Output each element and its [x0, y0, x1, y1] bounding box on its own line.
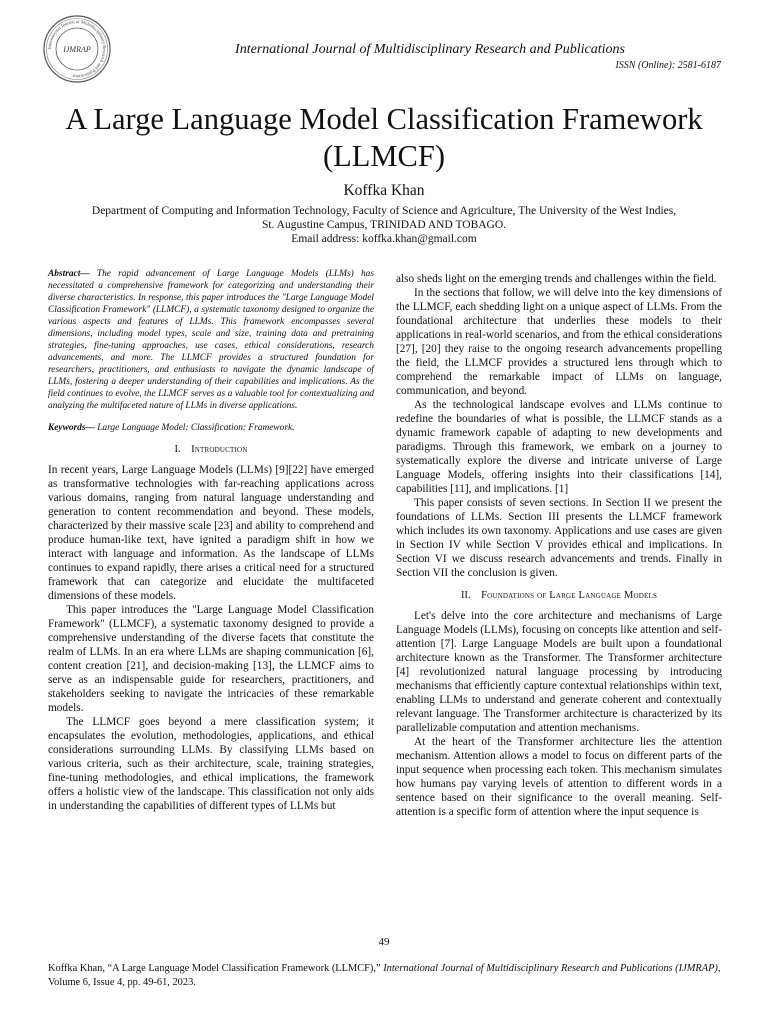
author-affiliation: [30, 204, 738, 246]
section-number: II.: [460, 590, 471, 601]
section-heading-foundations: [396, 589, 722, 603]
keywords: [48, 422, 374, 434]
affiliation-line-1: Department of Computing and Information Technology, Faculty of Science and Agriculture, The University of the West Indies,: [91, 205, 677, 217]
affiliation-line-2: St. Augustine Campus, TRINIDAD AND TOBAGO.: [261, 219, 507, 231]
keywords-text: Large Language Model: Classification: Framework.: [97, 423, 295, 433]
author-email: Email address: koffka.khan@gmail.com: [291, 233, 477, 245]
citation-footer: [48, 962, 728, 990]
journal-name: International Journal of Multidisciplinary Research and Publications: [235, 42, 625, 57]
abstract-text: The rapid advancement of Large Language Models (LLMs) has necessitated a comprehensive framework for categorizing and understanding their diverse characteristics. In response, this paper introduces the "Large Language Model Classification Framework" (LLMCF), a systematic taxonomy designed to organize the various aspects and features of LLMs. This framework encompasses several dimensions, including model types, scale and size, training data and pretraining strategies, fine-tuning approaches, use cases, ethical considerations, research advancements, and more. The LLMCF provides a structured foundation for researchers, practitioners, and enthusiasts to navigate the dynamic landscape of LLMs, fostering a deeper understanding of their capabilities and implications. As the field continues to evolve, the LLMCF serves as a valuable tool for contextualizing and analyzing the multifaceted nature of LLMs in diverse applications.: [48, 269, 374, 411]
body-paragraph: In the sections that follow, we will delve into the key dimensions of the LLMCF, each shedding light on a unique aspect of LLMs. From the foundational architecture that underlies these models to their applications in real-world scenarios, and from the ethical considerations [27], [20] they raise to the ongoing research advancements propelling the field, the LLMCF provides a structured lens through which to comprehend the remarkable impact of LLMs on language, communication, and beyond.: [396, 287, 722, 397]
logo-text: IJMRAP: [63, 45, 91, 54]
abstract-label: Abstract—: [48, 269, 90, 279]
citation-journal: International Journal of Multidisciplinary Research and Publications (IJMRAP): [383, 963, 718, 974]
body-paragraph: As the technological landscape evolves and LLMs continue to redefine the boundaries of what is possible, the LLMCF stands as a dynamic framework capable of adapting to new developments and paradigms. Through this framework, we embark on a journey to systematically explore the diverse and intricate universe of Large Language Models, offering insights into their classifications [14], capabilities [11], and implications. [1]: [396, 399, 722, 495]
logo-ring-text: International Journal of Multidisciplinary Research and Publications: [46, 18, 108, 80]
left-column: [48, 268, 374, 813]
body-paragraph: This paper introduces the "Large Language Model Classification Framework" (LLMCF), a systematic taxonomy designed to provide a comprehensive understanding of the diverse facets that constitute the realm of LLMs. In an era where LLMs are shaping communication [6], content creation [21], and decision-making [13], the LLMCF aims to serve as an indispensable guide for researchers, practitioners, and stakeholders seeking to navigate the intricacies of these remarkable models.: [48, 604, 374, 714]
paper-title: A Large Language Model Classification Framework (LLMCF): [65, 102, 703, 173]
right-column: [396, 272, 722, 819]
section-heading-introduction: [48, 443, 374, 457]
issn: ISSN (Online): 2581-6187: [615, 60, 721, 71]
section-number: I.: [174, 444, 181, 455]
journal-logo: [42, 14, 112, 84]
body-paragraph: At the heart of the Transformer architecture lies the attention mechanism. Attention allows a model to focus on different parts of the input sequence when processing each token. This mechanism simulates how humans pay varying levels of attention to different words in a sentence based on their significance to the overall meaning. Self-attention is a specific form of attention where the input sequence is: [396, 736, 722, 818]
citation-authors-title: Koffka Khan, “A Large Language Model Classification Framework (LLMCF),”: [48, 963, 381, 974]
keywords-label: Keywords—: [48, 423, 95, 433]
section-title: Introduction: [191, 444, 248, 455]
body-paragraph: In recent years, Large Language Models (LLMs) [9][22] have emerged as transformative technologies with far-reaching applications across various domains, ranging from natural language understanding and generation to content recommendation and beyond. These models, characterized by their massive scale [23] and ability to comprehend and produce human-like text, have ignited a paradigm shift in how we interact with language and information. As the landscape of LLMs continues to expand rapidly, there arises a critical need for a structured framework that can categorize and elucidate the multifaceted dimensions of these models.: [48, 464, 374, 602]
author-name: Koffka Khan: [343, 182, 425, 199]
body-paragraph: This paper consists of seven sections. In Section II we present the foundations of LLMs. Section III presents the LLMCF framework which includes its own taxonomy. Applications and use cases are given in Section IV while Section V provides ethical and implications. In Section VI we discuss research advancements and trends. Finally in Section VII the conclusion is given.: [396, 497, 722, 579]
body-paragraph: The LLMCF goes beyond a mere classification system; it encapsulates the evolution, methodologies, applications, and ethical considerations surrounding LLMs. By classifying LLMs based on various criteria, such as their architecture, scale, training strategies, fine-tuning methodologies, and ethical implications, the framework offers a holistic view of the landscape. This classification not only aids in understanding the capabilities of different types of LLMs but: [48, 716, 374, 812]
citation-volume: , Volume 6, Issue 4, pp. 49-61, 2023.: [48, 963, 721, 988]
body-paragraph: Let's delve into the core architecture and mechanisms of Large Language Models (LLMs), focusing on concepts like attention and self-attention [7]. Large Language Models are built upon a foundational architecture known as the Transformer. The Transformer architecture [4] revolutionized natural language processing by introducing mechanisms that efficiently capture contextual relationships within text, enabling LLMs to understand and generate coherent and contextually relevant language. The Transformer architecture is characterized by its parallelizable computation and attention mechanisms.: [396, 610, 722, 734]
page-number: 49: [378, 936, 390, 948]
body-paragraph: also sheds light on the emerging trends and challenges within the field.: [396, 273, 717, 285]
section-title: Foundations of Large Language Models: [481, 590, 658, 601]
abstract: [48, 268, 374, 412]
